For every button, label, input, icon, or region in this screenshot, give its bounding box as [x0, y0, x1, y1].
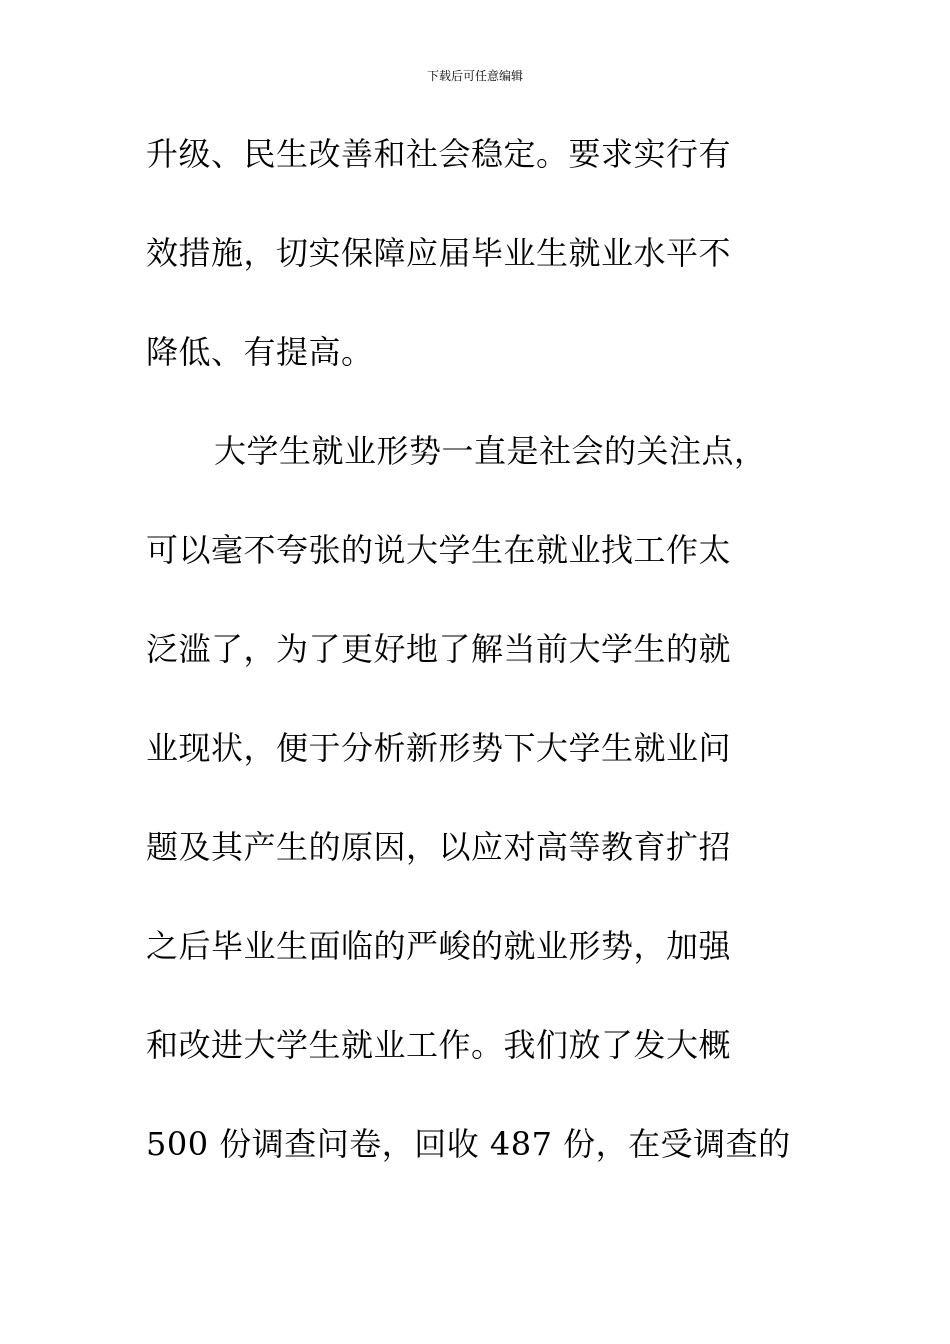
text-line: 降低、有提高。 [146, 333, 374, 371]
text-line: 和改进大学生就业工作。我们放了发大概 [146, 1026, 732, 1064]
text-line: 题及其产生的原因，以应对高等教育扩招 [146, 828, 732, 866]
text-line: 效措施，切实保障应届毕业生就业水平不 [146, 234, 732, 272]
text-line: 业现状，便于分析新形势下大学生就业问 [146, 729, 732, 767]
text-line: 之后毕业生面临的严峻的就业形势，加强 [146, 927, 732, 965]
paragraph-first-line: 大学生就业形势一直是社会的关注点， [214, 432, 767, 470]
text-line: 500 份调查问卷，回收 487 份，在受调查的 [146, 1125, 791, 1163]
text-line: 可以毫不夸张的说大学生在就业找工作太 [146, 531, 732, 569]
text-line: 升级、民生改善和社会稳定。要求实行有 [146, 135, 732, 173]
text-line: 泛滥了，为了更好地了解当前大学生的就 [146, 630, 732, 668]
document-body [146, 124, 826, 1213]
page-header-note: 下载后可任意编辑 [426, 69, 523, 83]
